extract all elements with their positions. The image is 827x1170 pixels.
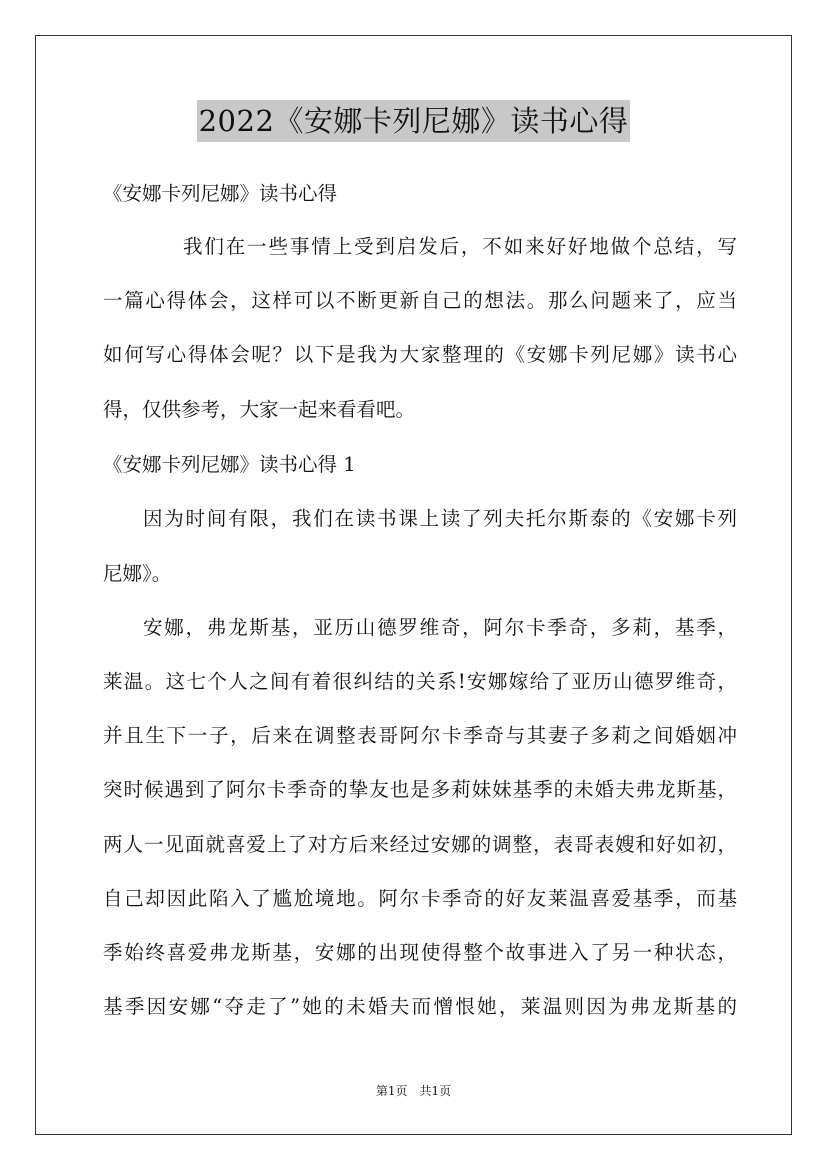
paragraph-line: 突时候遇到了阿尔卡季奇的挚友也是多莉妹妹基季的未婚夫弗龙斯基， [103, 778, 737, 801]
document-title-container [0, 100, 827, 142]
paragraph-line: 并且生下一子，后来在调整表哥阿尔卡季奇与其妻子多莉之间婚姻冲 [103, 724, 737, 747]
subtitle-line: 《安娜卡列尼娜》读书心得 [103, 182, 338, 205]
document-title: 2022《安娜卡列尼娜》读书心得 [197, 100, 631, 142]
section-heading: 《安娜卡列尼娜》读书心得 1 [103, 453, 356, 476]
paragraph-line: 得，仅供参考，大家一起来看看吧。 [103, 398, 416, 421]
paragraph-line: 季始终喜爱弗龙斯基，安娜的出现使得整个故事进入了另一种状态， [103, 941, 737, 964]
paragraph-line: 我们在一些事情上受到启发后，不如来好好地做个总结，写 [183, 235, 737, 258]
paragraph-line: 如何写心得体会呢？以下是我为大家整理的《安娜卡列尼娜》读书心 [103, 343, 737, 366]
paragraph-line: 因为时间有限，我们在读书课上读了列夫托尔斯泰的《安娜卡列 [143, 507, 737, 530]
paragraph-line: 两人一见面就喜爱上了对方后来经过安娜的调整，表哥表嫂和好如初， [103, 833, 737, 856]
paragraph-line: 一篇心得体会，这样可以不断更新自己的想法。那么问题来了，应当 [103, 289, 737, 312]
paragraph-line: 自己却因此陷入了尴尬境地。阿尔卡季奇的好友莱温喜爱基季，而基 [103, 887, 737, 910]
paragraph-line: 莱温。这七个人之间有着很纠结的关系!安娜嫁给了亚历山德罗维奇， [103, 670, 737, 693]
paragraph-line: 安娜，弗龙斯基，亚历山德罗维奇，阿尔卡季奇，多莉，基季， [143, 616, 737, 639]
paragraph-line: 尼娜》。 [103, 562, 172, 585]
paragraph-line: 基季因安娜“夺走了”她的未婚夫而憎恨她，莱温则因为弗龙斯基的 [103, 995, 737, 1018]
page-footer: 第1页 共1页 [375, 1084, 452, 1098]
